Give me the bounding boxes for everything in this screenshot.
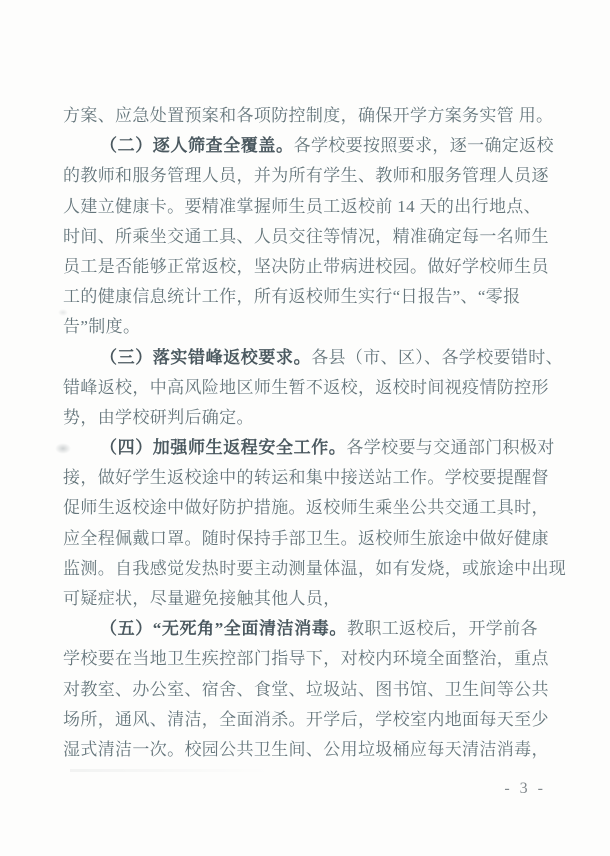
text-line [63,222,553,252]
text-line [63,644,553,674]
text-line [63,493,553,523]
text-line [63,403,553,433]
line-text: 员工是否能够正常返校，坚决防止带病进校园。做好学校师生员 [63,256,549,276]
line-text: 工的健康信息统计工作，所有返校师生实行“日报告”、“零报 [63,287,521,307]
text-line [63,101,553,131]
line-text: 各学校要按照要求，逐一确定返校 [293,136,554,156]
text-line [63,373,553,403]
line-text: 各学校要与交通部门积极对 [346,438,555,458]
line-text: 教职工返校后，开学前各 [347,619,538,639]
line-text: 各县（市、区）、各学校要错时、 [311,347,563,367]
line-text: 促师生返校途中做好防护措施。返校师生乘坐公共交通工具时， [63,498,549,518]
scan-streak-artifact [70,769,270,772]
line-text: 告”制度。 [63,317,141,337]
page-number: - 3 - [504,780,546,797]
text-line [63,524,553,554]
text-line [63,433,553,463]
text-line [63,343,563,373]
line-text: 方案、应急处置预案和各项防控制度，确保开学方案务实管 用。 [63,106,554,125]
text-line [63,131,553,161]
text-line [63,161,553,191]
text-line [63,463,553,493]
section-heading: （三）落实错峰返校要求。 [100,347,312,367]
text-line [63,735,553,765]
line-text: 学校要在当地卫生疾控部门指导下，对校内环境全面整治，重点 [63,649,549,669]
line-text: 势，由学校研判后确定。 [63,407,254,427]
line-text: 应全程佩戴口罩。随时保持手部卫生。返校师生旅途中做好健康 [63,528,549,548]
text-line [63,312,553,342]
text-line [63,192,553,222]
line-text: 对教室、办公室、宿舍、食堂、垃圾站、图书馆、卫生间等公共 [63,679,549,699]
text-line [63,584,553,614]
text-line [63,282,553,312]
line-text: 时间、所乘坐交通工具、人员交往等情况，精准确定每一名师生 [63,226,549,246]
line-text: 场所，通风、清洁，全面消杀。开学后，学校室内地面每天至少 [63,709,549,729]
line-text: 错峰返校，中高风险地区师生暂不返校，返校时间视疫情防控形 [63,377,549,397]
line-text: 监测。自我感觉发热时要主动测量体温，如有发烧，或旅途中出现 [63,558,567,578]
text-line [63,252,553,282]
section-heading: （五）“无死角”全面清洁消毒。 [100,619,347,639]
text-line [63,614,553,644]
document-body [63,101,567,765]
line-text: 湿式清洁一次。校园公共卫生间、公用垃圾桶应每天清洁消毒， [63,739,549,759]
text-line [63,705,553,735]
line-text: 接，做好学生返校途中的转运和集中接送站工作。学校要提醒督 [63,468,549,488]
line-text: 的教师和服务管理人员，并为所有学生、教师和服务管理人员逐 [63,166,549,186]
text-line [63,675,553,705]
section-heading: （四）加强师生返程安全工作。 [100,438,347,458]
section-heading: （二）逐人筛查全覆盖。 [100,136,294,156]
line-text: 可疑症状，尽量避免接触其他人员， [63,589,341,608]
line-text: 人建立健康卡。要精准掌握师生员工返校前 14 天的出行地点、 [63,196,541,216]
text-line [63,554,567,584]
